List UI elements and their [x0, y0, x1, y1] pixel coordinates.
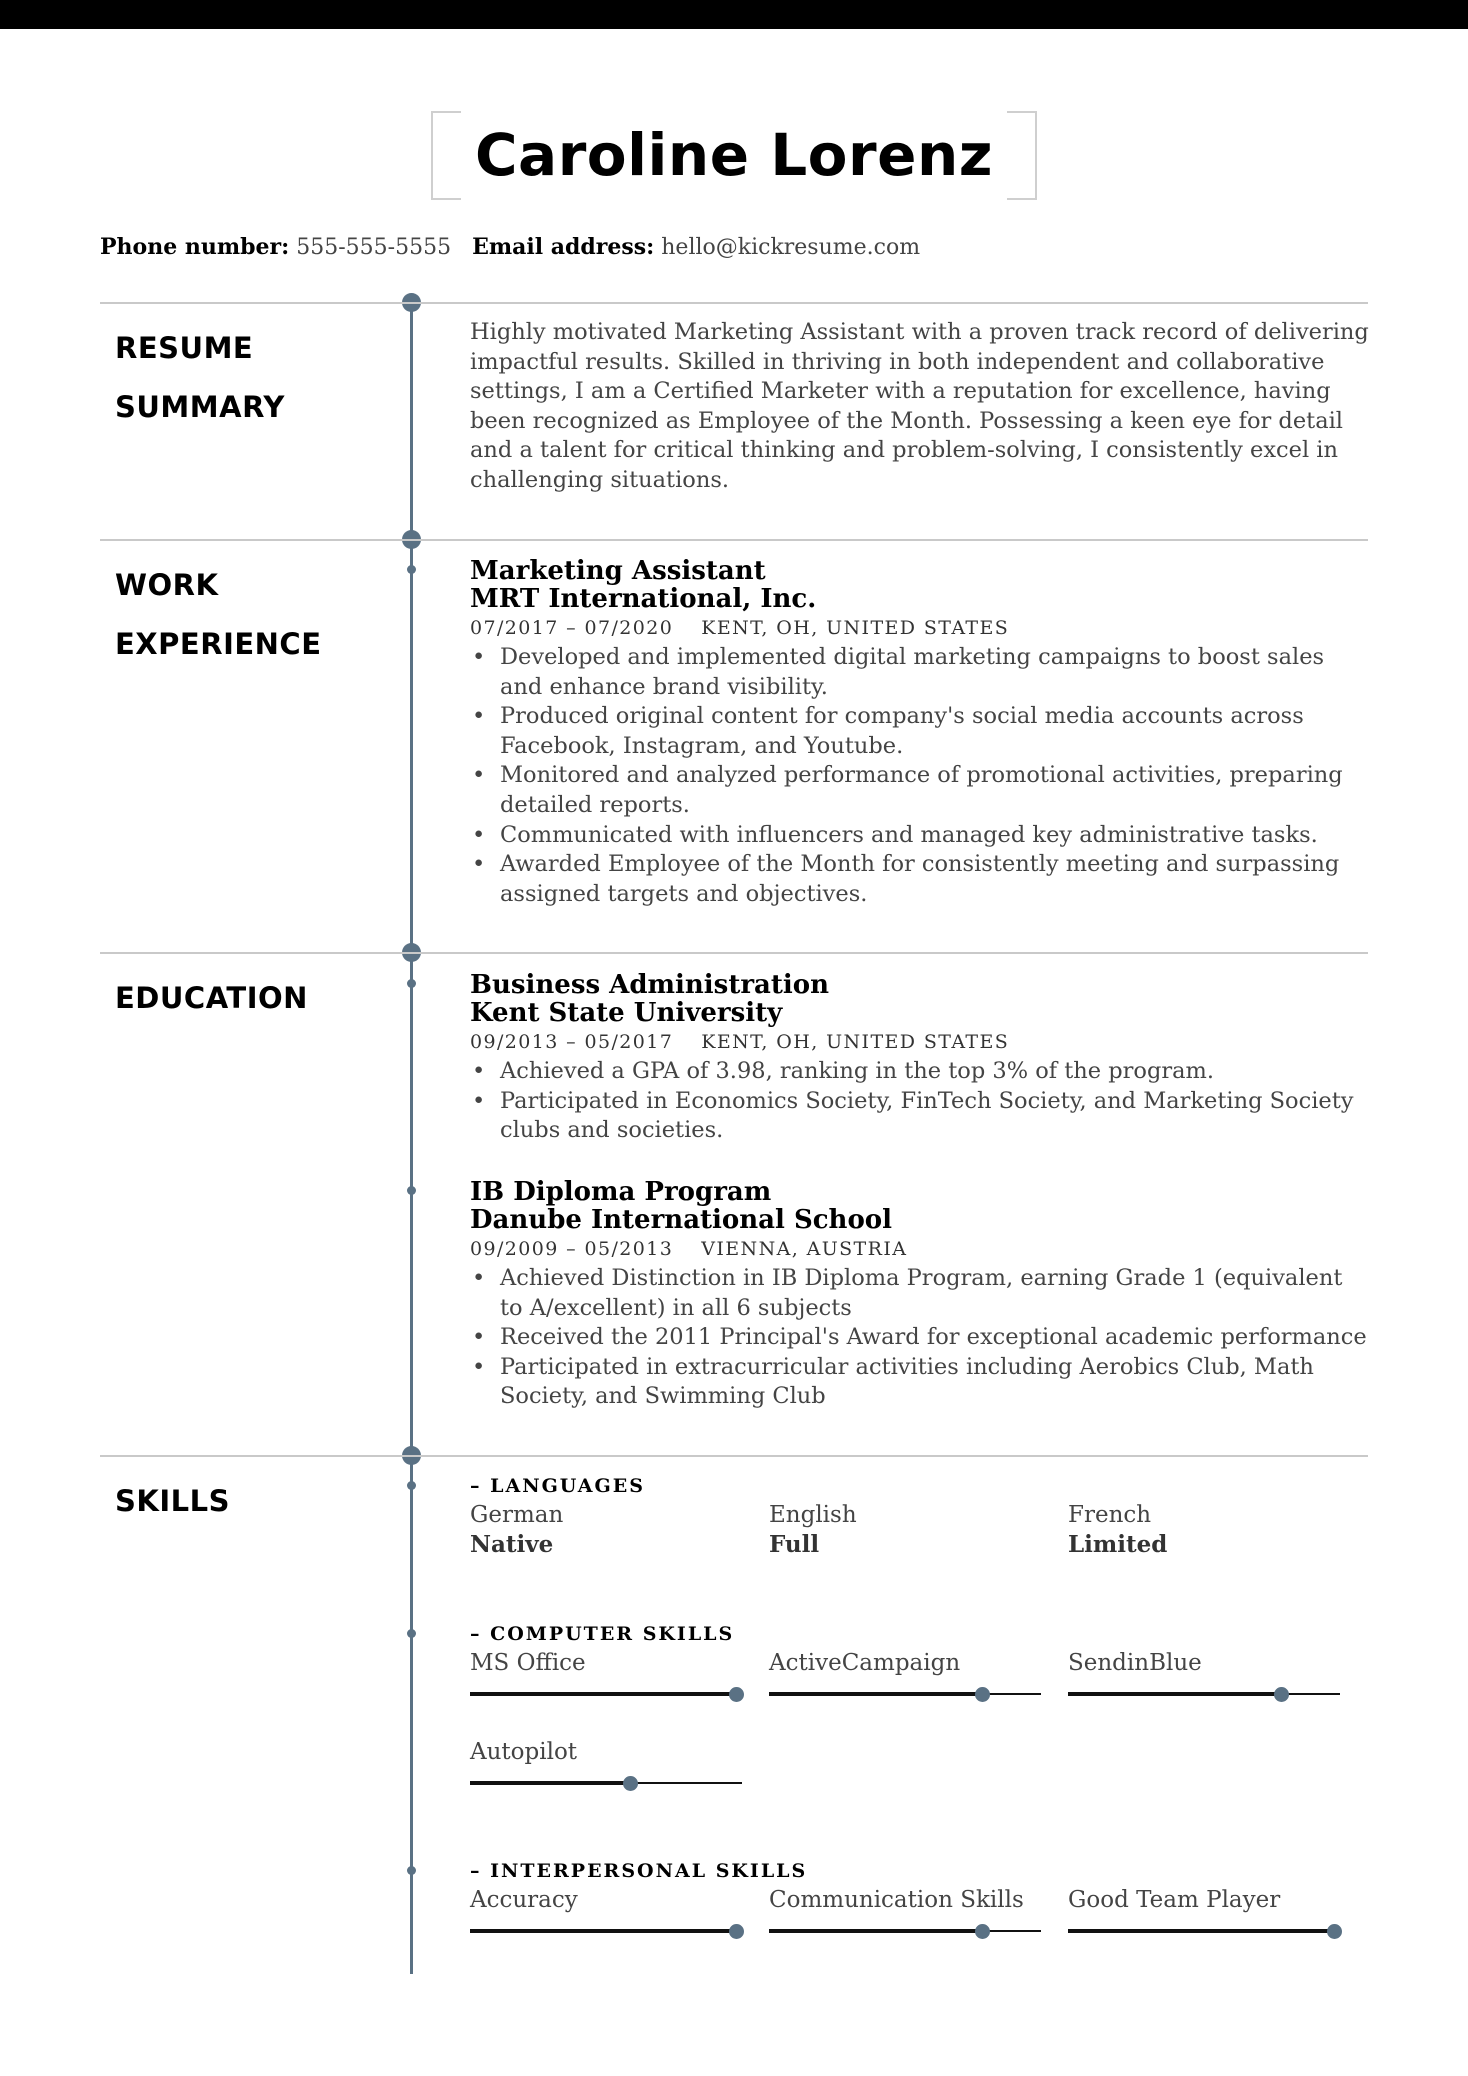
- education-dates: 09/2013 – 05/2017: [470, 1031, 674, 1053]
- contact-line: [100, 234, 920, 260]
- skill-bar: [1068, 1687, 1340, 1701]
- skills-interpersonal: [470, 1858, 1370, 1884]
- skill-bar-fill: [470, 1781, 628, 1785]
- school-name: Kent State University: [470, 998, 783, 1028]
- email-value: hello@kickresume.com: [661, 235, 921, 260]
- language-item: [769, 1500, 1069, 1560]
- skill-bar-fill: [470, 1692, 734, 1696]
- skill-bar-knob: [975, 1924, 990, 1939]
- name-header: [431, 111, 1037, 200]
- phone-label: Phone number:: [100, 234, 290, 260]
- language-level: Limited: [1068, 1531, 1168, 1558]
- language-item: [1068, 1500, 1368, 1560]
- skill-bar: [470, 1924, 742, 1938]
- job-bullets: [470, 643, 1370, 909]
- education-entry: [470, 1178, 1370, 1412]
- section-title-education: EDUCATION: [115, 981, 308, 1015]
- skill-bar-knob: [623, 1776, 638, 1791]
- skill-name: ActiveCampaign: [769, 1650, 961, 1676]
- education-meta: [470, 1027, 1370, 1057]
- computer-skill-item: [470, 1737, 770, 1767]
- skill-bar-fill: [769, 1929, 980, 1933]
- skill-bar-knob: [729, 1924, 744, 1939]
- computer-skill-item: [470, 1648, 770, 1678]
- language-level: Native: [470, 1531, 554, 1558]
- skill-bar-fill: [769, 1692, 980, 1696]
- list-item: • Participated in Economics Society, FinTech Society, and Marketing Society clubs and societies.: [470, 1087, 1370, 1146]
- job-location: KENT, OH, UNITED STATES: [701, 617, 1010, 639]
- interpersonal-skill-item: [1068, 1885, 1368, 1915]
- list-item: • Received the 2011 Principal's Award for exceptional academic performance: [470, 1323, 1370, 1353]
- timeline-dot-small: [407, 1866, 416, 1875]
- section-title-skills: SKILLS: [115, 1484, 230, 1518]
- language-name: French: [1068, 1502, 1152, 1528]
- education-meta: [470, 1234, 1370, 1264]
- education-location: VIENNA, AUSTRIA: [701, 1238, 908, 1260]
- skill-bar: [1068, 1924, 1340, 1938]
- skill-bar: [470, 1776, 742, 1790]
- skills-languages: [470, 1473, 1370, 1499]
- skill-bar: [769, 1687, 1041, 1701]
- section-title-summary: [115, 319, 285, 437]
- timeline-dot-small: [407, 979, 416, 988]
- section-title-line: EXPERIENCE: [115, 627, 322, 661]
- degree-title: IB Diploma Program: [470, 1177, 772, 1207]
- list-item: • Communicated with influencers and managed key administrative tasks.: [470, 821, 1370, 851]
- interpersonal-skill-item: [470, 1885, 770, 1915]
- list-item: • Monitored and analyzed performance of promotional activities, preparing detailed reports.: [470, 761, 1370, 820]
- skills-languages-heading: – LANGUAGES: [470, 1475, 645, 1497]
- education-entry: [470, 971, 1370, 1146]
- list-item: • Awarded Employee of the Month for consistently meeting and surpassing assigned targets and objectives.: [470, 850, 1370, 909]
- section-divider: [100, 1455, 1368, 1457]
- education-location: KENT, OH, UNITED STATES: [701, 1031, 1010, 1053]
- section-divider: [100, 302, 1368, 304]
- degree-title: Business Administration: [470, 970, 830, 1000]
- language-name: English: [769, 1502, 857, 1528]
- skill-bar-knob: [1327, 1924, 1342, 1939]
- section-divider: [100, 539, 1368, 541]
- work-entry: [470, 557, 1370, 909]
- summary-text: Highly motivated Marketing Assistant with a proven track record of delivering impactful results. Skilled in thriving in both independent and collaborative settings, I am a Certified Marketer with a reputation for excellence, having been recognized as Employee of the Month. Possessing a keen eye for detail and a talent for critical thinking and problem-solving, I consistently excel in challenging situations.: [470, 319, 1369, 493]
- job-dates: 07/2017 – 07/2020: [470, 617, 674, 639]
- email-label: Email address:: [472, 234, 655, 260]
- list-item: • Achieved Distinction in IB Diploma Program, earning Grade 1 (equivalent to A/excellent) in all 6 subjects: [470, 1264, 1370, 1323]
- candidate-name: Caroline Lorenz: [474, 121, 994, 189]
- skill-name: Good Team Player: [1068, 1887, 1281, 1913]
- top-bar: [0, 0, 1468, 29]
- timeline-dot-small: [407, 565, 416, 574]
- education-bullets: [470, 1264, 1370, 1412]
- list-item: • Achieved a GPA of 3.98, ranking in the top 3% of the program.: [470, 1057, 1370, 1087]
- section-divider: [100, 952, 1368, 954]
- skill-bar-fill: [1068, 1692, 1279, 1696]
- skill-bar-knob: [729, 1687, 744, 1702]
- timeline-dot-small: [407, 1629, 416, 1638]
- computer-skill-item: [769, 1648, 1069, 1678]
- timeline-line: [410, 302, 413, 1974]
- education-dates: 09/2009 – 05/2013: [470, 1238, 674, 1260]
- skill-bar-fill: [470, 1929, 734, 1933]
- skill-bar: [769, 1924, 1041, 1938]
- skill-bar-knob: [1274, 1687, 1289, 1702]
- education-bullets: [470, 1057, 1370, 1146]
- language-level: Full: [769, 1531, 820, 1558]
- skills-computer-heading: – COMPUTER SKILLS: [470, 1623, 735, 1645]
- section-title-line: WORK: [115, 568, 219, 602]
- timeline-dot-small: [407, 1481, 416, 1490]
- job-company: MRT International, Inc.: [470, 584, 817, 614]
- language-name: German: [470, 1502, 564, 1528]
- section-title-line: SUMMARY: [115, 390, 285, 424]
- skill-name: Autopilot: [470, 1739, 578, 1765]
- school-name: Danube International School: [470, 1205, 893, 1235]
- skills-computer: [470, 1621, 1370, 1647]
- job-meta: [470, 613, 1370, 643]
- skill-name: SendinBlue: [1068, 1650, 1202, 1676]
- section-title-line: RESUME: [115, 331, 254, 365]
- list-item: • Produced original content for company's social media accounts across Facebook, Instagram, and Youtube.: [470, 702, 1370, 761]
- skill-bar-fill: [1068, 1929, 1332, 1933]
- skill-bar-knob: [975, 1687, 990, 1702]
- phone-value: 555-555-5555: [296, 235, 452, 260]
- skill-name: Accuracy: [470, 1887, 578, 1913]
- list-item: • Participated in extracurricular activities including Aerobics Club, Math Society, and Swimming Club: [470, 1353, 1370, 1412]
- language-item: [470, 1500, 770, 1560]
- job-title: Marketing Assistant: [470, 556, 766, 586]
- summary-content: [470, 318, 1370, 496]
- skills-interpersonal-heading: – INTERPERSONAL SKILLS: [470, 1860, 808, 1882]
- skill-bar: [470, 1687, 742, 1701]
- computer-skill-item: [1068, 1648, 1368, 1678]
- interpersonal-skill-item: [769, 1885, 1069, 1915]
- list-item: • Developed and implemented digital marketing campaigns to boost sales and enhance brand visibility.: [470, 643, 1370, 702]
- section-title-work: [115, 556, 322, 674]
- skill-name: Communication Skills: [769, 1887, 1024, 1913]
- skill-name: MS Office: [470, 1650, 586, 1676]
- timeline-dot-small: [407, 1186, 416, 1195]
